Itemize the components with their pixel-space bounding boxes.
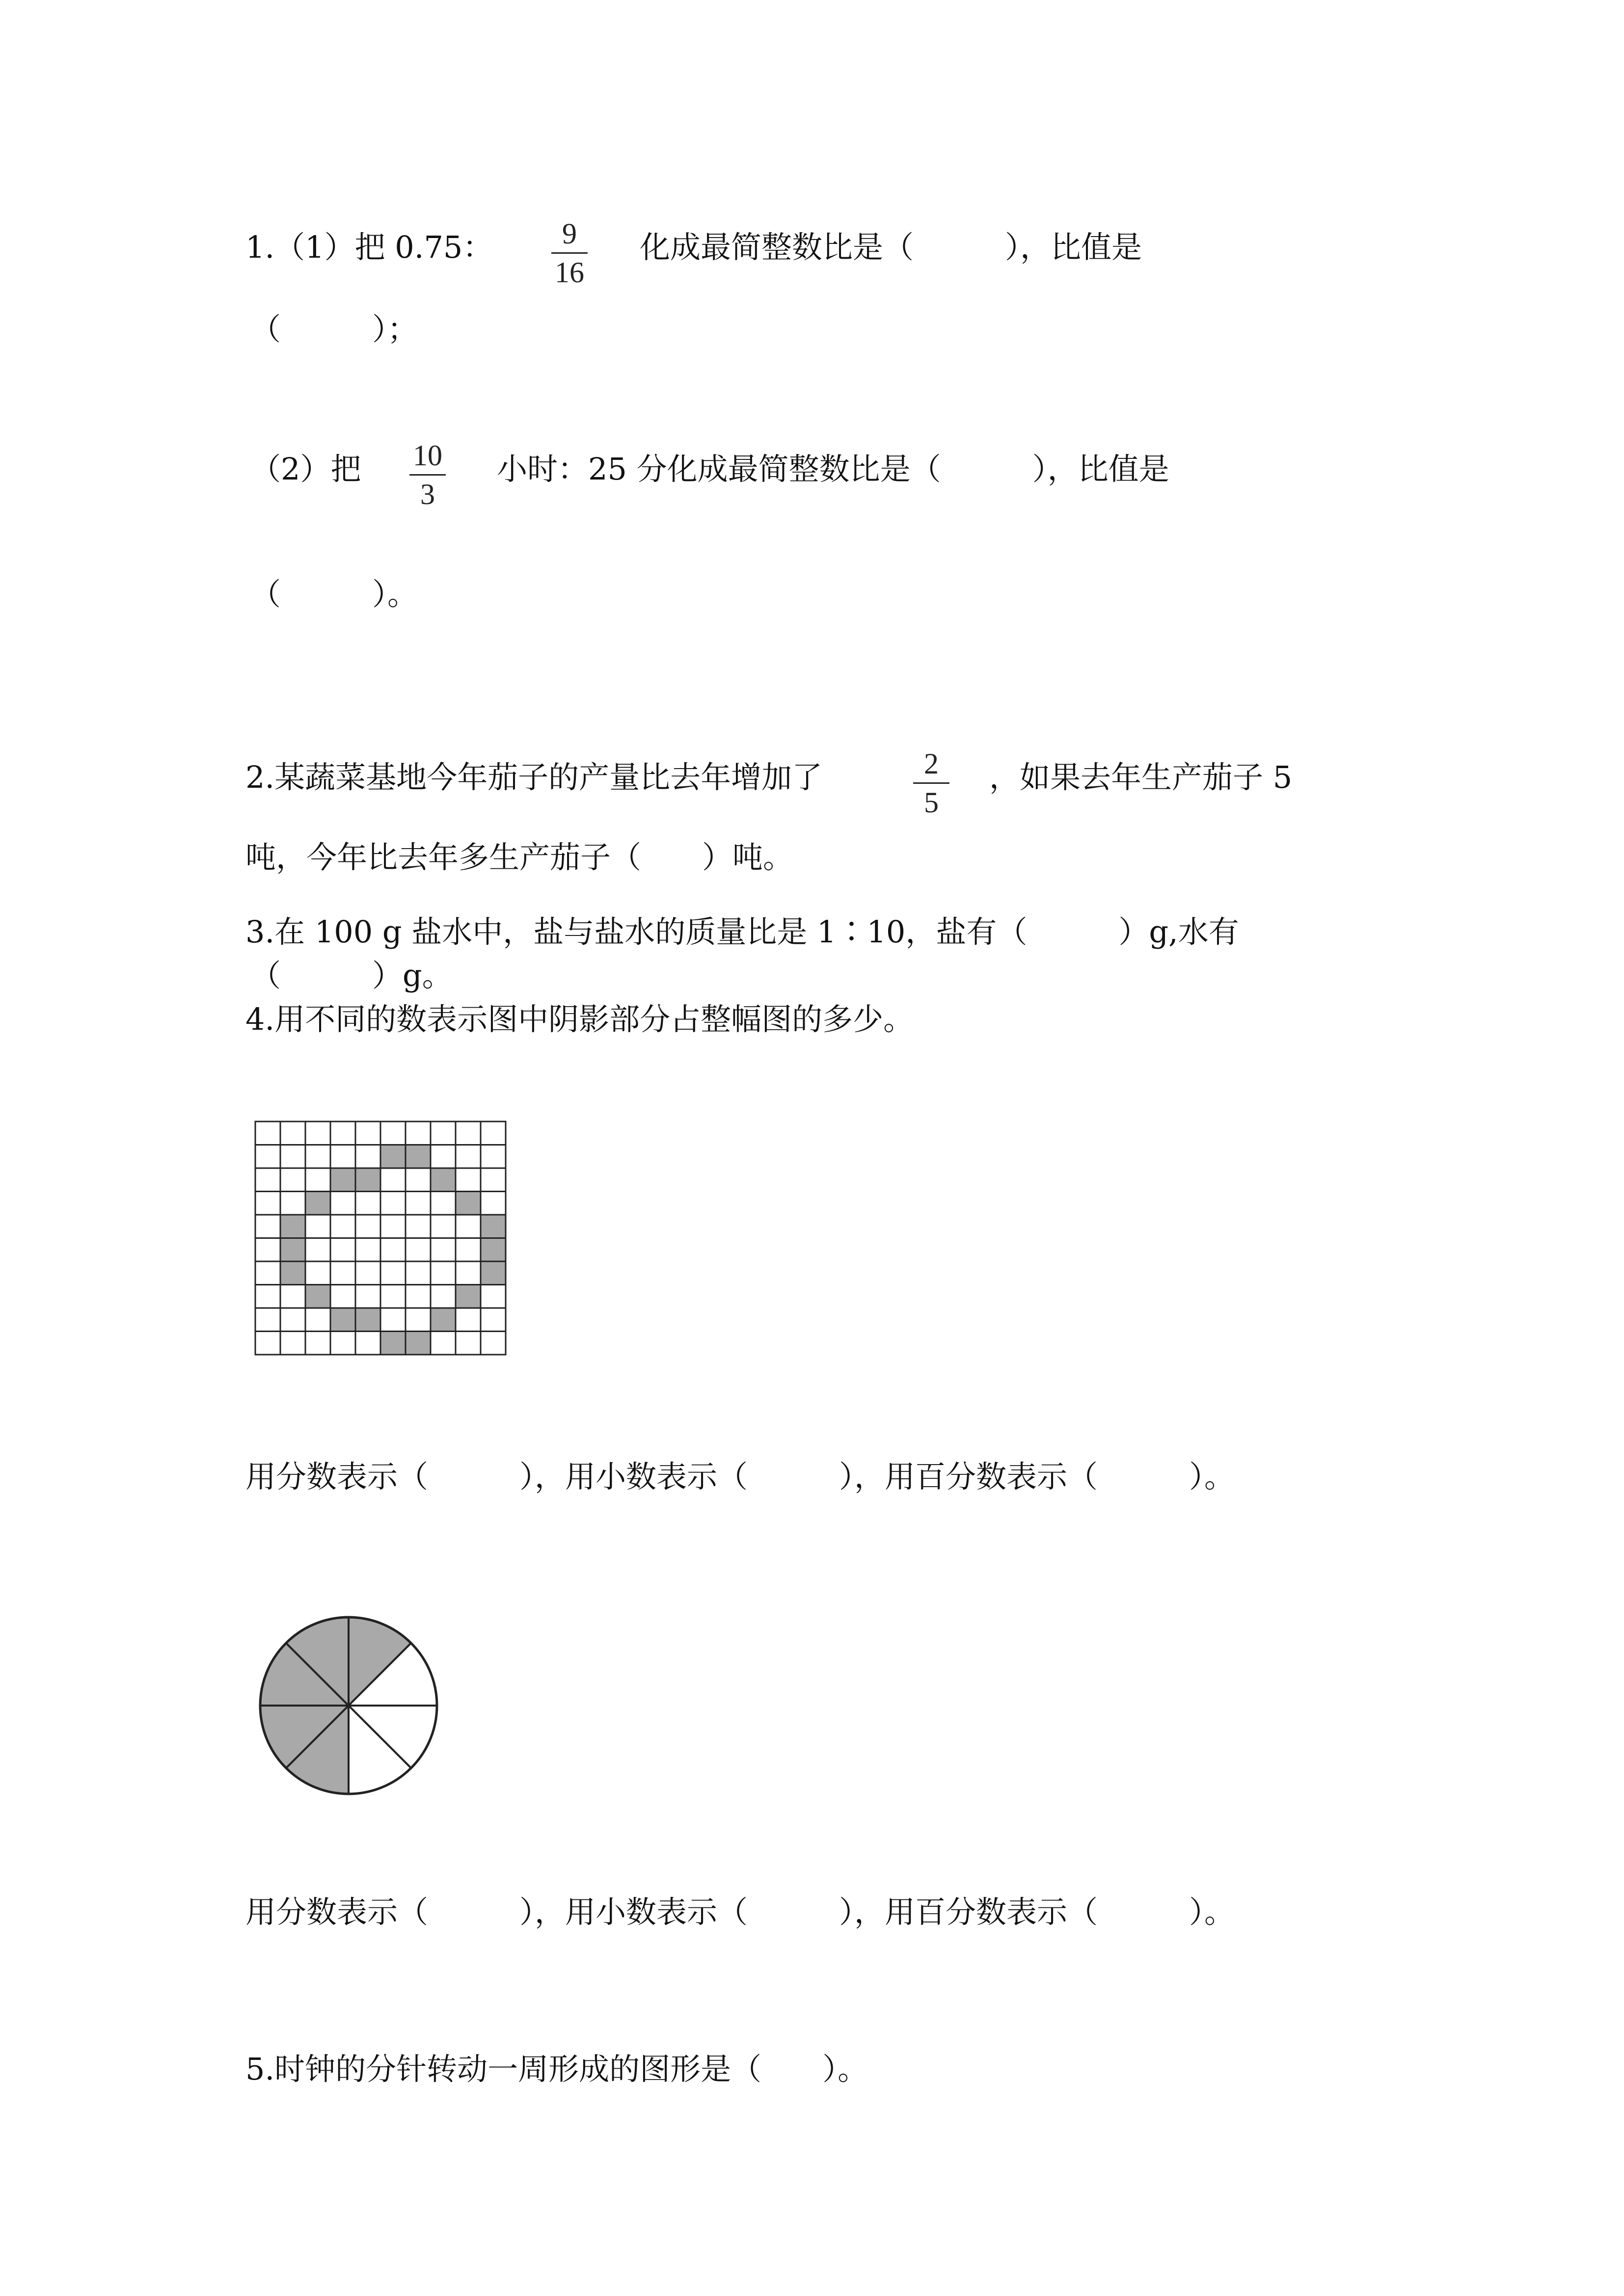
- grid-cell: [431, 1145, 456, 1169]
- grid-cell: [355, 1332, 380, 1355]
- grid-cell: [255, 1332, 280, 1355]
- grid-cell: [431, 1261, 456, 1285]
- grid-cell: [380, 1168, 406, 1192]
- grid-cell: [481, 1285, 506, 1308]
- grid-cell: [280, 1168, 305, 1192]
- grid-cell: [380, 1192, 406, 1215]
- grid-cell: [380, 1285, 406, 1308]
- grid-cell: [305, 1332, 330, 1355]
- q1-fraction-2-denominator: 3: [420, 478, 435, 510]
- grid-cell: [280, 1308, 305, 1332]
- grid-cell: [456, 1145, 481, 1169]
- q2-line1-b: ，如果去年生产茄子 5: [989, 759, 1293, 795]
- grid-cell: [330, 1332, 355, 1355]
- grid-cell: [305, 1261, 330, 1285]
- grid-cell: [406, 1261, 431, 1285]
- grid-cell: [406, 1192, 431, 1215]
- grid-cell: [330, 1215, 355, 1238]
- grid-cell-shaded: [481, 1261, 506, 1285]
- q4-intro: 4.用不同的数表示图中阴影部分占整幅图的多少。: [245, 1001, 914, 1037]
- grid-cell: [305, 1168, 330, 1192]
- grid-cell: [456, 1261, 481, 1285]
- q1-fraction-1-denominator: 16: [555, 256, 584, 289]
- q1-line1-a: 1.（1）把 0.75：: [245, 229, 493, 265]
- grid-cell-shaded: [406, 1332, 431, 1355]
- q2-fraction: [909, 749, 953, 817]
- grid-cell: [456, 1332, 481, 1355]
- q3-line1: 3.在 100 g 盐水中，盐与盐水的质量比是 1∶10，盐有（ ）g,水有: [245, 914, 1239, 950]
- grid-cell: [355, 1238, 380, 1262]
- grid-cell: [355, 1121, 380, 1145]
- grid-cell-shaded: [431, 1308, 456, 1332]
- q2-line1-a: 2.某蔬菜基地今年茄子的产量比去年增加了: [245, 759, 823, 795]
- grid-cell-shaded: [330, 1308, 355, 1332]
- grid-cell-shaded: [280, 1215, 305, 1238]
- grid-cell: [406, 1238, 431, 1262]
- grid-cell: [255, 1192, 280, 1215]
- q4-answer-1: 用分数表示（ ），用小数表示（ ），用百分数表示（ ）。: [245, 1459, 1235, 1495]
- grid-cell: [456, 1215, 481, 1238]
- q1-fraction-2-bar: [409, 474, 446, 476]
- grid-cell: [330, 1145, 355, 1169]
- q2-fraction-numerator: 2: [924, 748, 939, 780]
- grid-cell-shaded: [355, 1168, 380, 1192]
- grid-cell: [431, 1332, 456, 1355]
- grid-cell-shaded: [456, 1192, 481, 1215]
- grid-cell: [406, 1285, 431, 1308]
- grid-cell: [305, 1215, 330, 1238]
- grid-cell: [255, 1215, 280, 1238]
- grid-cell: [431, 1238, 456, 1262]
- grid-cell: [431, 1192, 456, 1215]
- grid-cell: [456, 1238, 481, 1262]
- grid-cell: [406, 1308, 431, 1332]
- grid-cell: [330, 1261, 355, 1285]
- grid-cell: [406, 1215, 431, 1238]
- grid-cell-shaded: [406, 1145, 431, 1169]
- grid-cell: [280, 1145, 305, 1169]
- grid-cell: [481, 1332, 506, 1355]
- grid-cell-shaded: [280, 1238, 305, 1262]
- grid-cell: [380, 1215, 406, 1238]
- grid-cell: [355, 1145, 380, 1169]
- grid-cell: [305, 1145, 330, 1169]
- grid-cell: [255, 1261, 280, 1285]
- grid-cell: [481, 1121, 506, 1145]
- grid-cell: [380, 1261, 406, 1285]
- grid-cell: [406, 1121, 431, 1145]
- q2-fraction-denominator: 5: [924, 786, 939, 819]
- q1-line4: （ ）。: [250, 576, 418, 612]
- grid-cell-shaded: [330, 1168, 355, 1192]
- grid-cell: [481, 1192, 506, 1215]
- q2-line2: 吨，今年比去年多生产茄子（ ）吨。: [245, 839, 794, 875]
- grid-cell: [305, 1238, 330, 1262]
- q4-circle-figure: [255, 1612, 442, 1799]
- q4-grid-figure: [253, 1119, 513, 1364]
- q1-fraction-1-numerator: 9: [562, 217, 577, 250]
- grid-cell: [255, 1168, 280, 1192]
- grid-cell-shaded: [481, 1215, 506, 1238]
- grid-cell: [481, 1168, 506, 1192]
- q1-fraction-2-numerator: 10: [413, 439, 442, 472]
- q1-fraction-1: [547, 219, 592, 287]
- grid-cell-shaded: [431, 1168, 456, 1192]
- grid-cell: [481, 1308, 506, 1332]
- grid-cell: [431, 1215, 456, 1238]
- grid-cell: [330, 1192, 355, 1215]
- grid-cell: [255, 1285, 280, 1308]
- grid-cell: [431, 1121, 456, 1145]
- grid-cell-shaded: [280, 1261, 305, 1285]
- grid-cell: [305, 1121, 330, 1145]
- grid-cell-shaded: [305, 1285, 330, 1308]
- grid-cell: [406, 1168, 431, 1192]
- grid-cell: [456, 1168, 481, 1192]
- grid-cell: [255, 1145, 280, 1169]
- q2-fraction-bar: [913, 782, 949, 784]
- q5-line1: 5.时钟的分针转动一周形成的图形是（ ）。: [245, 2051, 868, 2087]
- grid-cell: [456, 1308, 481, 1332]
- grid-cell: [305, 1308, 330, 1332]
- grid-cell: [255, 1238, 280, 1262]
- q1-line3-b: 小时：25 分化成最简整数比是（ ），比值是: [497, 451, 1169, 487]
- grid-cell: [280, 1332, 305, 1355]
- q1-fraction-2: [406, 441, 450, 509]
- grid-cell: [255, 1121, 280, 1145]
- grid-cell: [330, 1285, 355, 1308]
- grid-cell: [255, 1308, 280, 1332]
- grid-cell-shaded: [380, 1332, 406, 1355]
- grid-cell-shaded: [380, 1145, 406, 1169]
- grid-cell: [280, 1121, 305, 1145]
- q3-line2: （ ）g。: [250, 958, 453, 993]
- grid-cell: [481, 1145, 506, 1169]
- q4-answer-2: 用分数表示（ ），用小数表示（ ），用百分数表示（ ）。: [245, 1894, 1235, 1930]
- q1-line2: （ ）；: [250, 311, 418, 347]
- grid-cell: [355, 1261, 380, 1285]
- grid-cell: [330, 1238, 355, 1262]
- grid-cell: [355, 1285, 380, 1308]
- grid-cell-shaded: [481, 1238, 506, 1262]
- q1-fraction-1-bar: [551, 252, 588, 254]
- grid-cell: [355, 1215, 380, 1238]
- grid-cell: [330, 1121, 355, 1145]
- grid-cell: [380, 1121, 406, 1145]
- grid-cell: [355, 1192, 380, 1215]
- q1-line3-a: （2）把: [250, 451, 361, 487]
- grid-cell-shaded: [305, 1192, 330, 1215]
- grid-cell: [280, 1192, 305, 1215]
- grid-cell-shaded: [355, 1308, 380, 1332]
- grid-cell: [280, 1285, 305, 1308]
- grid-cell: [431, 1285, 456, 1308]
- grid-cell: [380, 1308, 406, 1332]
- q1-line1-b: 化成最简整数比是（ ），比值是: [640, 229, 1142, 265]
- grid-cell: [456, 1121, 481, 1145]
- grid-cell-shaded: [456, 1285, 481, 1308]
- grid-cell: [380, 1238, 406, 1262]
